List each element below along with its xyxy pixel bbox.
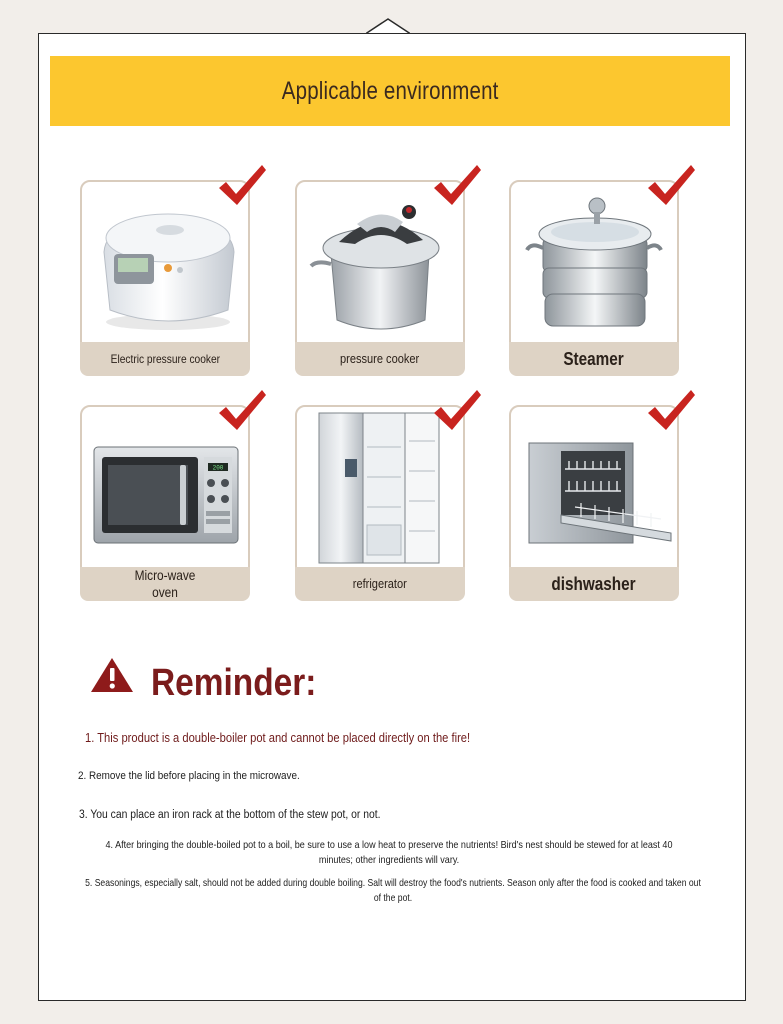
- checkmark-icon: [216, 162, 268, 208]
- card-label-bar: [509, 567, 679, 601]
- card-label-bar: [80, 567, 250, 601]
- reminder-item: 1. This product is a double-boiler pot and cannot be placed directly on the fire!: [85, 730, 471, 745]
- checkmark-icon: [645, 387, 697, 433]
- card-dishwasher: [509, 405, 681, 601]
- card-label: Micro-wave oven: [134, 566, 196, 600]
- card-label-bar: [295, 567, 465, 601]
- checkmark-icon: [431, 162, 483, 208]
- card-microwave-oven: [80, 405, 252, 601]
- reminder-item: 3. You can place an iron rack at the bottom of the stew pot, or not.: [79, 809, 381, 821]
- card-label: Electric pressure cooker: [110, 351, 220, 366]
- card-label: refrigerator: [352, 575, 408, 591]
- reminder-item: 5. Seasonings, especially salt, should not be added during double boiling. Salt will destroy the food's nutrients. Season only after the food is cooked and taken out of the pot.: [85, 877, 701, 904]
- reminder-item: 2. Remove the lid before placing in the microwave.: [78, 770, 300, 782]
- card-label: Steamer: [563, 348, 625, 369]
- applicable-environment-banner: [50, 56, 730, 126]
- checkmark-icon: [216, 387, 268, 433]
- checkmark-icon: [431, 387, 483, 433]
- reminder-item: 4. After bringing the double-boiled pot to a boil, be sure to use a low heat to preserve the nutrients! Bird's nest should be stewed for at least 40 minutes; other ingredients will vary.: [105, 839, 673, 866]
- card-electric-pressure-cooker: [80, 180, 252, 376]
- card-refrigerator: [295, 405, 467, 601]
- card-pressure-cooker: [295, 180, 467, 376]
- frame-notch: [366, 18, 410, 34]
- microwave-display: 200: [212, 464, 224, 472]
- checkmark-icon: [645, 162, 697, 208]
- reminder-title: Reminder:: [151, 662, 317, 704]
- card-label-bar: [80, 342, 250, 376]
- card-label: pressure cooker: [340, 350, 420, 366]
- banner-title: Applicable environment: [281, 76, 499, 105]
- card-steamer: [509, 180, 681, 376]
- card-label-bar: [509, 342, 679, 376]
- card-label-bar: [295, 342, 465, 376]
- warning-icon: [89, 656, 135, 694]
- content-frame: [38, 33, 746, 1001]
- card-label: dishwasher: [551, 573, 637, 594]
